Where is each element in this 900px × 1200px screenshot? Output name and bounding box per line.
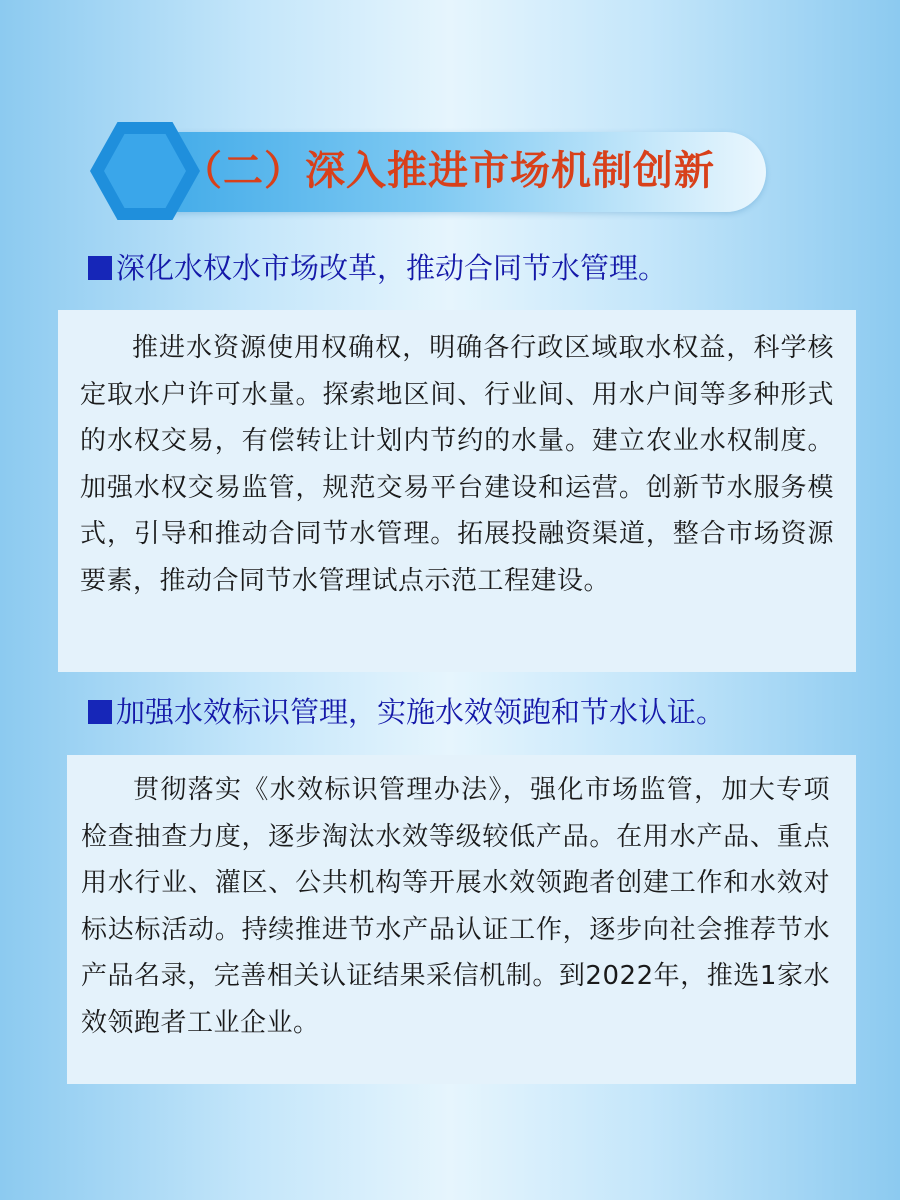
square-bullet-icon bbox=[88, 700, 112, 724]
content-card-2 bbox=[67, 755, 856, 1084]
section-heading-2 bbox=[88, 692, 725, 732]
section-body-text: 贯彻落实《水效标识管理办法》，强化市场监管，加大专项检查抽查力度，逐步淘汰水效等级较低产品。在用水产品、重点用水行业、灌区、公共机构等开展水效领跑者创建工作和水效对标达标活动。持续推进节水产品认证工作，逐步向社会推荐节水产品名录，完善相关认证结果采信机制。到2022年，推选1家水效领跑者工业企业。 bbox=[81, 775, 830, 1038]
square-bullet-icon bbox=[88, 256, 112, 280]
section-heading-text: 加强水效标识管理，实施水效领跑和节水认证。 bbox=[116, 695, 726, 729]
page-title: （二）深入推进市场机制创新 bbox=[182, 148, 715, 194]
section-body-text: 推进水资源使用权确权，明确各行政区域取水权益，科学核定取水户许可水量。探索地区间、行业间、用水户间等多种形式的水权交易，有偿转让计划内节约的水量。建立农业水权制度。加强水权交易监管，规范交易平台建设和运营。创新节水服务模式，引导和推动合同节水管理。拓展投融资渠道，整合市场资源要素，推动合同节水管理试点示范工程建设。 bbox=[80, 333, 834, 596]
section-heading-text: 深化水权水市场改革，推动合同节水管理。 bbox=[116, 251, 668, 285]
section-heading-1 bbox=[88, 248, 667, 288]
section-banner bbox=[90, 122, 766, 220]
content-card-1 bbox=[58, 310, 856, 672]
